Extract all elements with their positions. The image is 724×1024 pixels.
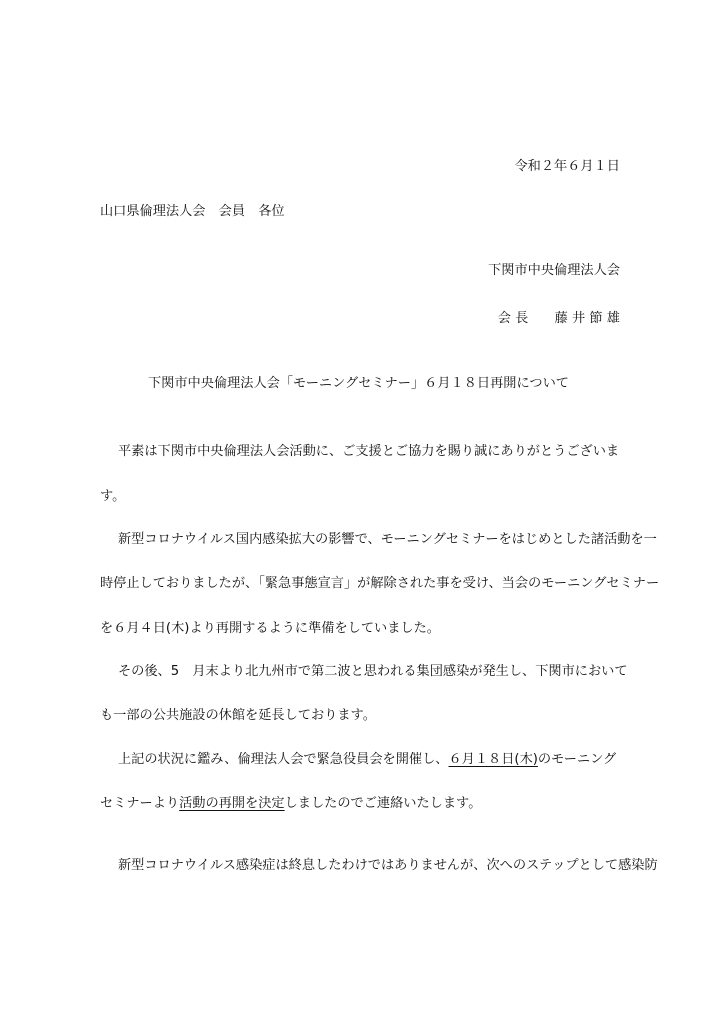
sender-organization: 下関市中央倫理法人会 [488, 263, 620, 278]
resume-decision-underlined: 活動の再開を決定 [179, 796, 285, 811]
paragraph-1-line-2: す。 [100, 489, 126, 504]
document-title: 下関市中央倫理法人会「モーニングセミナー」６月１８日再開について [148, 376, 569, 391]
paragraph-2-line-1: 新型コロナウイルス国内感染拡大の影響で、モーニングセミナーをはじめとした諸活動を一 [118, 532, 657, 547]
paragraph-5-line-1: 新型コロナウイルス感染症は終息したわけではありませんが、次へのステップとして感染防 [118, 858, 658, 873]
paragraph-4-text-d: セミナーより [100, 796, 180, 811]
paragraph-2-line-3: を６月４日(木)より再開するように準備をしていました。 [100, 621, 440, 636]
paragraph-4-text-f: しましたのでご連絡いたします。 [284, 796, 482, 811]
paragraph-1-line-1: 平素は下関市中央倫理法人会活動に、ご支援とご協力を賜り誠にありがとうございま [118, 444, 620, 459]
paragraph-4-text-c: のモーニング [537, 752, 617, 767]
paragraph-2-line-2: 時停止しておりましたが、「緊急事態宣言」が解除された事を受け、当会のモーニングセミナー [100, 576, 660, 591]
resume-date-underlined: ６月１８日(木) [448, 752, 538, 767]
document-date: 令和２年６月１日 [514, 159, 620, 174]
paragraph-4-text-a: 上記の状況に鑑み、倫理法人会で緊急役員会を開催し、 [118, 752, 449, 767]
paragraph-4-line-2 [100, 795, 481, 813]
paragraph-3-line-1: その後、5 月末より北九州市で第二波と思われる集団感染が発生し、下関市において [118, 664, 628, 679]
recipient-line: 山口県倫理法人会 会員 各位 [100, 204, 285, 219]
paragraph-4-line-1 [118, 751, 616, 769]
sender-name: 会 長 藤 井 節 雄 [497, 311, 620, 326]
paragraph-3-line-2: も一部の公共施設の休館を延長しております。 [100, 708, 376, 723]
